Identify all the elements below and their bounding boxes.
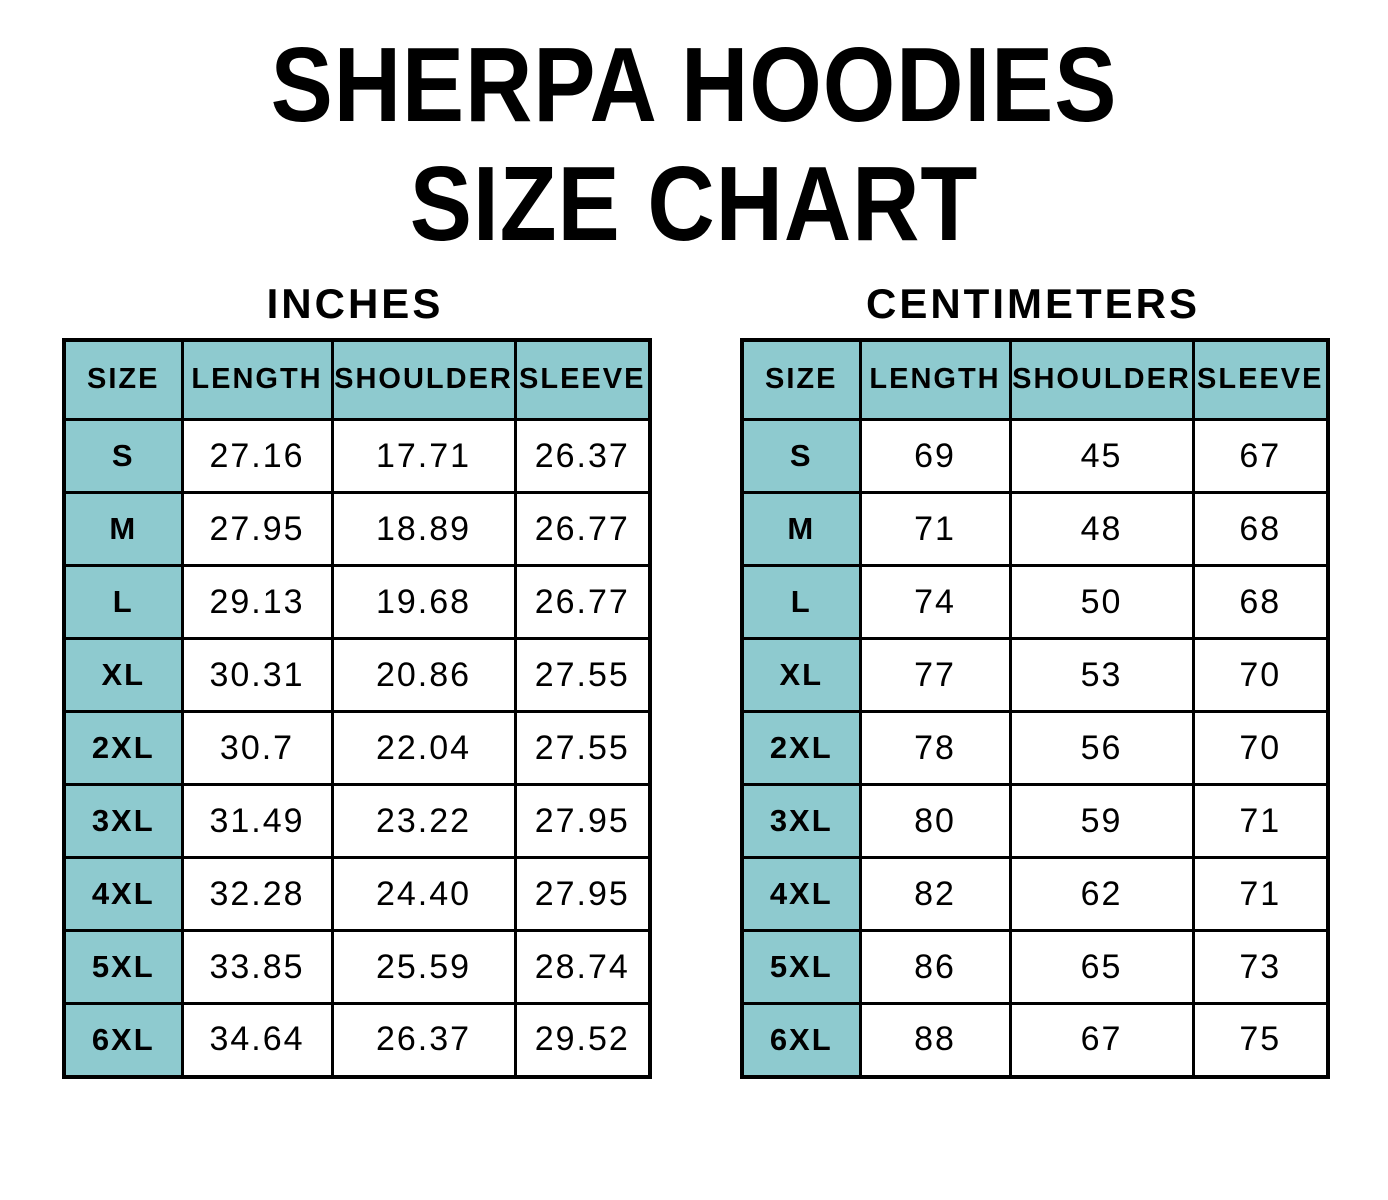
sleeve-cell: 26.77 xyxy=(515,566,650,639)
inches-table-block xyxy=(62,281,648,1078)
size-cell: 2XL xyxy=(742,712,860,785)
size-cell: XL xyxy=(742,639,860,712)
sleeve-cell: 27.55 xyxy=(515,639,650,712)
table-row xyxy=(742,1004,1328,1077)
sleeve-cell: 26.37 xyxy=(515,420,650,493)
sleeve-cell: 28.74 xyxy=(515,931,650,1004)
shoulder-cell: 22.04 xyxy=(332,712,515,785)
sleeve-cell: 68 xyxy=(1193,493,1328,566)
size-cell: L xyxy=(64,566,182,639)
shoulder-cell: 65 xyxy=(1010,931,1193,1004)
sleeve-cell: 27.95 xyxy=(515,858,650,931)
length-cell: 74 xyxy=(860,566,1010,639)
table-row xyxy=(64,712,650,785)
sleeve-cell: 27.55 xyxy=(515,712,650,785)
size-cell: S xyxy=(64,420,182,493)
sleeve-cell: 67 xyxy=(1193,420,1328,493)
table-row xyxy=(64,420,650,493)
column-header-length: LENGTH xyxy=(860,340,1010,420)
shoulder-cell: 20.86 xyxy=(332,639,515,712)
table-row xyxy=(64,493,650,566)
shoulder-cell: 25.59 xyxy=(332,931,515,1004)
length-cell: 34.64 xyxy=(182,1004,332,1077)
size-cell: 3XL xyxy=(64,785,182,858)
length-cell: 69 xyxy=(860,420,1010,493)
inches-table xyxy=(62,338,652,1079)
sleeve-cell: 70 xyxy=(1193,639,1328,712)
length-cell: 82 xyxy=(860,858,1010,931)
length-cell: 77 xyxy=(860,639,1010,712)
shoulder-cell: 26.37 xyxy=(332,1004,515,1077)
table-row xyxy=(64,931,650,1004)
table-row xyxy=(64,785,650,858)
centimeters-table-block xyxy=(740,281,1326,1078)
table-row xyxy=(742,931,1328,1004)
table-row xyxy=(742,639,1328,712)
sleeve-cell: 29.52 xyxy=(515,1004,650,1077)
length-cell: 27.16 xyxy=(182,420,332,493)
shoulder-cell: 50 xyxy=(1010,566,1193,639)
centimeters-heading: CENTIMETERS xyxy=(865,280,1200,328)
shoulder-cell: 19.68 xyxy=(332,566,515,639)
size-cell: 5XL xyxy=(64,931,182,1004)
length-cell: 31.49 xyxy=(182,785,332,858)
table-row xyxy=(742,858,1328,931)
table-row xyxy=(742,785,1328,858)
sleeve-cell: 71 xyxy=(1193,858,1328,931)
table-row xyxy=(742,712,1328,785)
sleeve-cell: 26.77 xyxy=(515,493,650,566)
column-header-shoulder: SHOULDER xyxy=(332,340,515,420)
shoulder-cell: 67 xyxy=(1010,1004,1193,1077)
length-cell: 86 xyxy=(860,931,1010,1004)
centimeters-header-row xyxy=(742,340,1328,420)
size-cell: 6XL xyxy=(742,1004,860,1077)
sleeve-cell: 27.95 xyxy=(515,785,650,858)
shoulder-cell: 17.71 xyxy=(332,420,515,493)
length-cell: 78 xyxy=(860,712,1010,785)
size-cell: M xyxy=(64,493,182,566)
tables-container xyxy=(0,281,1388,1078)
length-cell: 30.31 xyxy=(182,639,332,712)
length-cell: 29.13 xyxy=(182,566,332,639)
size-cell: M xyxy=(742,493,860,566)
shoulder-cell: 45 xyxy=(1010,420,1193,493)
table-row xyxy=(64,858,650,931)
size-cell: S xyxy=(742,420,860,493)
shoulder-cell: 24.40 xyxy=(332,858,515,931)
length-cell: 88 xyxy=(860,1004,1010,1077)
centimeters-table xyxy=(740,338,1330,1079)
table-row xyxy=(742,420,1328,493)
column-header-sleeve: SLEEVE xyxy=(515,340,650,420)
table-row xyxy=(742,566,1328,639)
sleeve-cell: 75 xyxy=(1193,1004,1328,1077)
column-header-length: LENGTH xyxy=(182,340,332,420)
size-cell: 2XL xyxy=(64,712,182,785)
length-cell: 32.28 xyxy=(182,858,332,931)
shoulder-cell: 59 xyxy=(1010,785,1193,858)
column-header-shoulder: SHOULDER xyxy=(1010,340,1193,420)
page-title-line-1: SHERPA HOODIES xyxy=(270,26,1118,144)
page-title xyxy=(0,0,1388,263)
size-cell: XL xyxy=(64,639,182,712)
sleeve-cell: 70 xyxy=(1193,712,1328,785)
size-cell: 4XL xyxy=(742,858,860,931)
size-cell: 3XL xyxy=(742,785,860,858)
length-cell: 33.85 xyxy=(182,931,332,1004)
size-cell: 4XL xyxy=(64,858,182,931)
shoulder-cell: 56 xyxy=(1010,712,1193,785)
shoulder-cell: 53 xyxy=(1010,639,1193,712)
column-header-size: SIZE xyxy=(64,340,182,420)
sleeve-cell: 71 xyxy=(1193,785,1328,858)
shoulder-cell: 48 xyxy=(1010,493,1193,566)
length-cell: 80 xyxy=(860,785,1010,858)
sleeve-cell: 73 xyxy=(1193,931,1328,1004)
table-row xyxy=(64,1004,650,1077)
page-title-line-2: SIZE CHART xyxy=(409,144,979,263)
length-cell: 30.7 xyxy=(182,712,332,785)
shoulder-cell: 18.89 xyxy=(332,493,515,566)
size-cell: L xyxy=(742,566,860,639)
table-row xyxy=(64,566,650,639)
column-header-sleeve: SLEEVE xyxy=(1193,340,1328,420)
shoulder-cell: 62 xyxy=(1010,858,1193,931)
inches-header-row xyxy=(64,340,650,420)
size-cell: 5XL xyxy=(742,931,860,1004)
sleeve-cell: 68 xyxy=(1193,566,1328,639)
size-cell: 6XL xyxy=(64,1004,182,1077)
inches-heading: INCHES xyxy=(266,280,444,328)
shoulder-cell: 23.22 xyxy=(332,785,515,858)
table-row xyxy=(742,493,1328,566)
length-cell: 71 xyxy=(860,493,1010,566)
length-cell: 27.95 xyxy=(182,493,332,566)
column-header-size: SIZE xyxy=(742,340,860,420)
table-row xyxy=(64,639,650,712)
